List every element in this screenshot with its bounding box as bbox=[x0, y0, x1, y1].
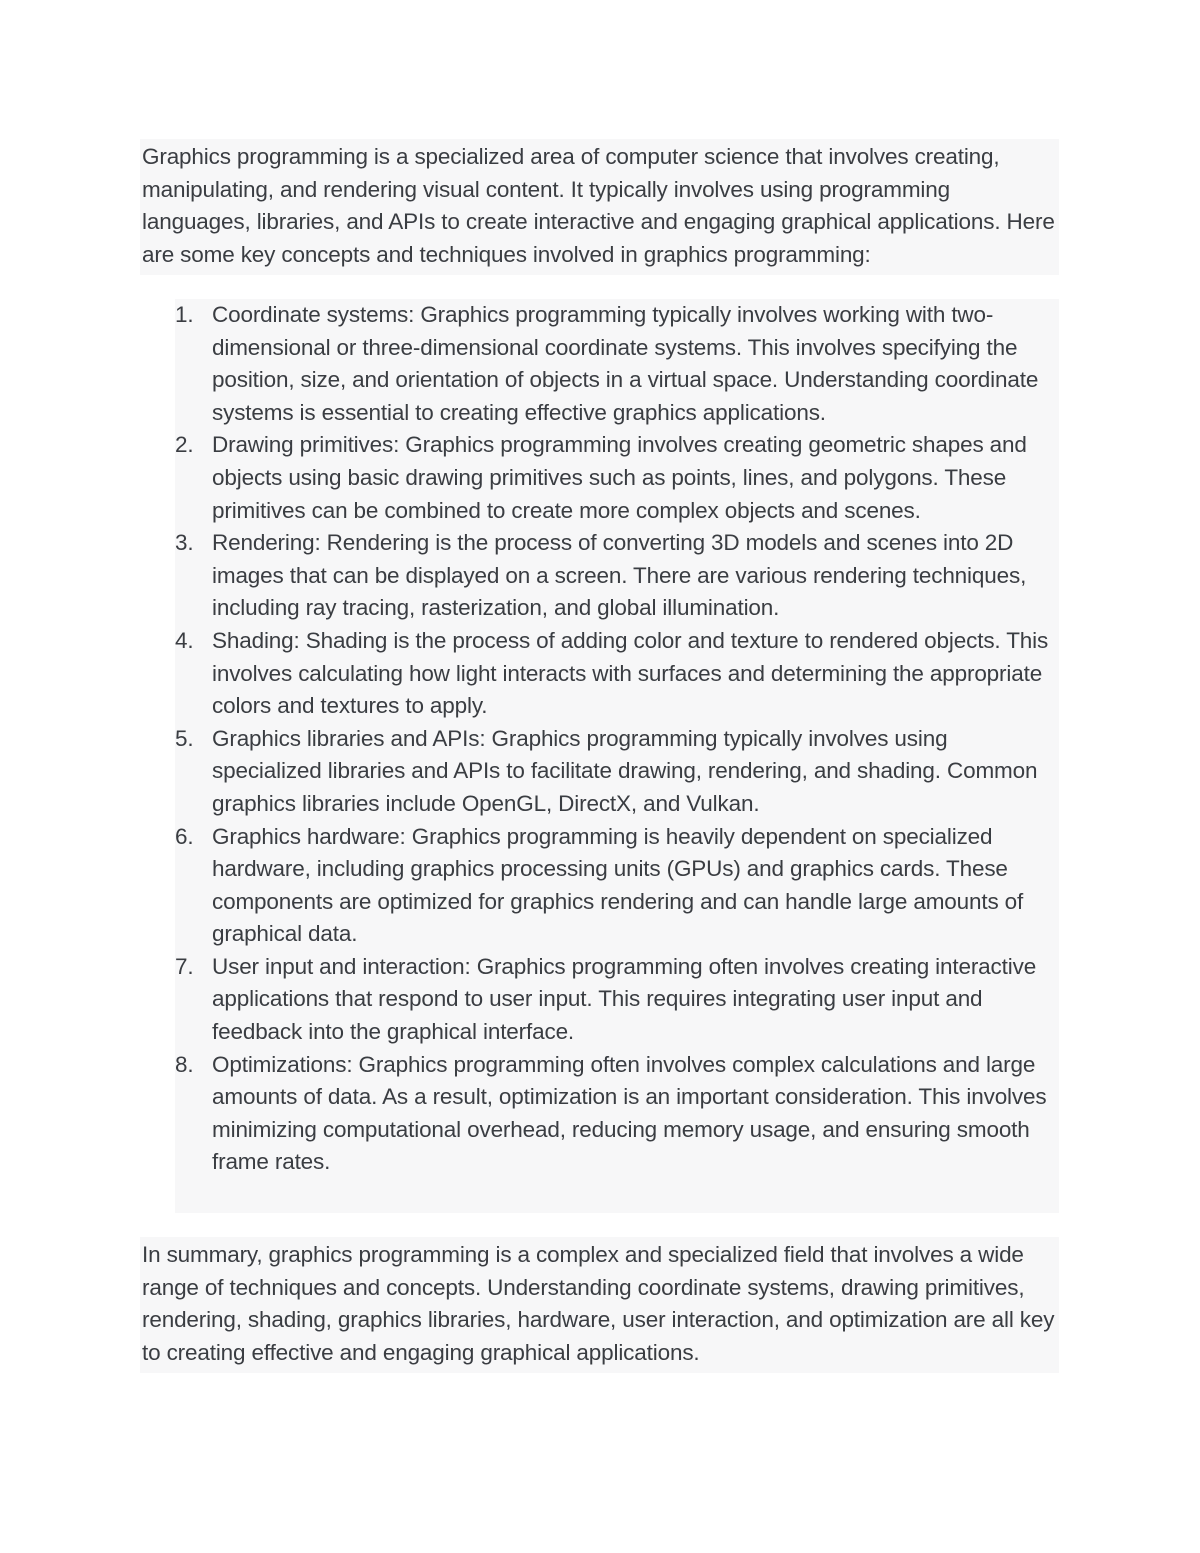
list-item-number: 4. bbox=[175, 627, 194, 653]
list-item-number: 2. bbox=[175, 432, 194, 458]
list-item-text: User input and interaction: Graphics programming often involves creating interactive applications that respond to user input. This requires integrating user input and feedback into the graphical interface. bbox=[212, 953, 1037, 1045]
list-item-number: 6. bbox=[175, 823, 194, 849]
list-item bbox=[175, 625, 1059, 723]
intro-block bbox=[140, 139, 1059, 275]
intro-paragraph: Graphics programming is a specialized area of computer science that involves creating, manipulating, and rendering visual content. It typically involves using programming languages, libraries, and APIs to create interactive and engaging graphical applications. Here are some key concepts and techniques involved in graphics programming: bbox=[142, 144, 1055, 267]
summary-paragraph: In summary, graphics programming is a complex and specialized field that involves a wide range of techniques and concepts. Understanding coordinate systems, drawing primitives, rendering, shading, graphics libraries, hardware, user interaction, and optimization are all key to creating effective and engaging graphical applications. bbox=[142, 1242, 1055, 1365]
summary-block bbox=[140, 1237, 1059, 1373]
list-item-number: 3. bbox=[175, 530, 194, 556]
list-item-number: 1. bbox=[175, 302, 194, 327]
list-item bbox=[175, 299, 1059, 429]
list-item-number: 7. bbox=[175, 953, 194, 979]
list-item bbox=[175, 1049, 1059, 1179]
list-item bbox=[175, 951, 1059, 1049]
list-item-text: Coordinate systems: Graphics programming typically involves working with two-dimensional or three-dimensional coordinate systems. This involves specifying the position, size, and orientation of objects in a virtual space. Understanding coordinate systems is essential to creating effective graphics applications. bbox=[212, 302, 1039, 425]
list-item bbox=[175, 723, 1059, 821]
list-item bbox=[175, 527, 1059, 625]
list-item-number: 8. bbox=[175, 1051, 194, 1077]
list-item-number: 5. bbox=[175, 725, 194, 751]
list-item-text: Rendering: Rendering is the process of converting 3D models and scenes into 2D images that can be displayed on a screen. There are various rendering techniques, including ray tracing, rasterization, and global illumination. bbox=[212, 530, 1027, 621]
concepts-list bbox=[175, 299, 1059, 1179]
list-item-text: Drawing primitives: Graphics programming involves creating geometric shapes and objects using basic drawing primitives such as points, lines, and polygons. These primitives can be combined to create more complex objects and scenes. bbox=[212, 432, 1027, 523]
list-item-text: Shading: Shading is the process of adding color and texture to rendered objects. This involves calculating how light interacts with surfaces and determining the appropriate colors and textures to apply. bbox=[212, 627, 1049, 719]
list-item bbox=[175, 429, 1059, 527]
list-item-text: Graphics libraries and APIs: Graphics programming typically involves using specialized libraries and APIs to facilitate drawing, rendering, and shading. Common graphics libraries include OpenGL, DirectX, and Vulkan. bbox=[212, 725, 1038, 816]
list-item-text: Graphics hardware: Graphics programming is heavily dependent on specialized hardware, including graphics processing units (GPUs) and graphics cards. These components are optimized for graphics rendering and can handle large amounts of graphical data. bbox=[212, 823, 1024, 947]
list-item bbox=[175, 821, 1059, 951]
list-item-text: Optimizations: Graphics programming often involves complex calculations and large amounts of data. As a result, optimization is an important consideration. This involves minimizing computational overhead, reducing memory usage, and ensuring smooth frame rates. bbox=[212, 1051, 1047, 1175]
concepts-list-block bbox=[175, 299, 1059, 1213]
